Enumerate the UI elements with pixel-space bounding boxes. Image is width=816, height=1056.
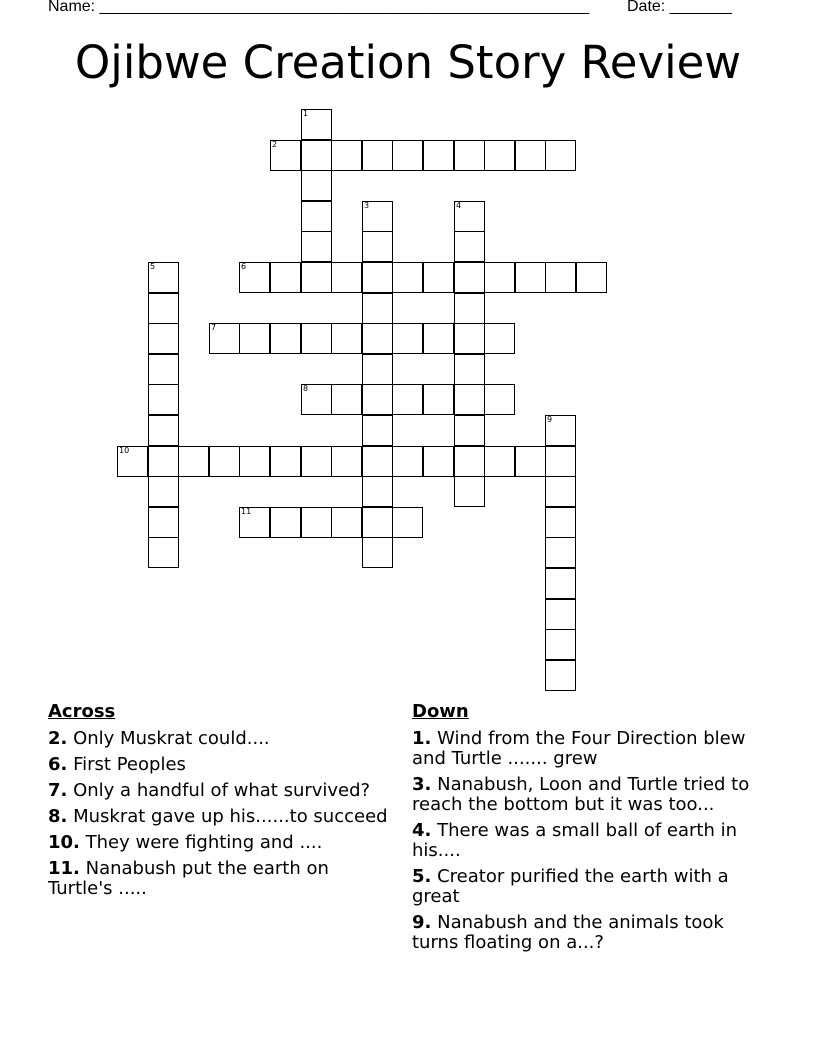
crossword-cell[interactable] <box>301 446 332 477</box>
crossword-cell[interactable] <box>178 446 209 477</box>
crossword-cell[interactable] <box>545 507 576 538</box>
crossword-cell[interactable] <box>362 231 393 262</box>
crossword-cell[interactable] <box>362 446 393 477</box>
crossword-cell[interactable] <box>484 323 515 354</box>
clue-number: 1 <box>303 109 309 118</box>
crossword-cell[interactable] <box>362 537 393 568</box>
crossword-cell[interactable] <box>362 293 393 324</box>
crossword-cell[interactable] <box>301 384 332 415</box>
crossword-cell[interactable] <box>331 507 362 538</box>
crossword-cell[interactable] <box>148 537 179 568</box>
crossword-cell[interactable] <box>362 262 393 293</box>
crossword-cell[interactable] <box>148 262 179 293</box>
crossword-cell[interactable] <box>148 354 179 385</box>
page-title: Ojibwe Creation Story Review <box>74 36 742 89</box>
crossword-cell[interactable] <box>301 507 332 538</box>
crossword-cell[interactable] <box>209 446 240 477</box>
crossword-cell[interactable] <box>454 415 485 446</box>
crossword-cell[interactable] <box>362 507 393 538</box>
crossword-cell[interactable] <box>362 201 393 232</box>
crossword-cell[interactable] <box>515 140 546 171</box>
crossword-cell[interactable] <box>392 384 423 415</box>
across-clue <box>48 859 388 899</box>
clue-number: 3. <box>412 774 432 795</box>
crossword-cell[interactable] <box>301 140 332 171</box>
crossword-cell[interactable] <box>331 140 362 171</box>
clue-number: 9 <box>547 415 553 424</box>
crossword-cell[interactable] <box>454 140 485 171</box>
crossword-cell[interactable] <box>454 323 485 354</box>
down-heading: Down <box>412 701 469 722</box>
name-field[interactable]: Name: _______________________________________________________ <box>48 0 589 15</box>
clue-number: 11 <box>241 507 252 516</box>
down-clue <box>412 729 772 769</box>
clue-text: There was a small ball of earth in his.... <box>412 820 738 861</box>
crossword-cell[interactable] <box>209 323 240 354</box>
clue-number: 6. <box>48 754 68 775</box>
date-field[interactable]: Date: _______ <box>627 0 732 15</box>
clue-number: 9. <box>412 912 432 933</box>
crossword-cell[interactable] <box>392 507 423 538</box>
crossword-cell[interactable] <box>392 140 423 171</box>
clue-text: Muskrat gave up his......to succeed <box>73 806 388 827</box>
crossword-cell[interactable] <box>454 384 485 415</box>
across-clue <box>48 729 388 749</box>
crossword-cell[interactable] <box>148 293 179 324</box>
crossword-cell[interactable] <box>423 446 454 477</box>
crossword-cell[interactable] <box>362 384 393 415</box>
crossword-cell[interactable] <box>148 446 179 477</box>
crossword-cell[interactable] <box>484 384 515 415</box>
crossword-cell[interactable] <box>270 323 301 354</box>
clue-number: 11. <box>48 858 80 879</box>
crossword-cell[interactable] <box>392 262 423 293</box>
crossword-cell[interactable] <box>423 262 454 293</box>
crossword-cell[interactable] <box>270 446 301 477</box>
crossword-cell[interactable] <box>454 201 485 232</box>
across-clue <box>48 833 388 853</box>
crossword-cell[interactable] <box>545 629 576 660</box>
clue-number: 7. <box>48 780 68 801</box>
crossword-cell[interactable] <box>362 323 393 354</box>
crossword-cell[interactable] <box>331 384 362 415</box>
down-clue <box>412 867 772 907</box>
crossword-cell[interactable] <box>545 446 576 477</box>
crossword-cell[interactable] <box>545 415 576 446</box>
crossword-cell[interactable] <box>423 384 454 415</box>
clue-text: Nanabush and the animals took turns floating on a...? <box>412 912 724 953</box>
across-clue <box>48 781 388 801</box>
crossword-cell[interactable] <box>392 446 423 477</box>
crossword-cell[interactable] <box>454 446 485 477</box>
crossword-cell[interactable] <box>239 262 270 293</box>
crossword-cell[interactable] <box>331 323 362 354</box>
clue-number: 6 <box>241 262 247 271</box>
crossword-cell[interactable] <box>239 446 270 477</box>
crossword-cell[interactable] <box>545 140 576 171</box>
crossword-cell[interactable] <box>148 507 179 538</box>
crossword-cell[interactable] <box>148 384 179 415</box>
crossword-cell[interactable] <box>331 262 362 293</box>
crossword-cell[interactable] <box>270 262 301 293</box>
clue-text: They were fighting and .... <box>85 832 323 853</box>
crossword-cell[interactable] <box>484 262 515 293</box>
crossword-cell[interactable] <box>545 660 576 691</box>
across-clue <box>48 807 388 827</box>
across-heading: Across <box>48 701 116 722</box>
crossword-cell[interactable] <box>301 201 332 232</box>
crossword-cell[interactable] <box>515 262 546 293</box>
clue-number: 7 <box>211 323 217 332</box>
crossword-cell[interactable] <box>148 415 179 446</box>
crossword-cell[interactable] <box>239 507 270 538</box>
crossword-cell[interactable] <box>484 140 515 171</box>
clue-number: 5. <box>412 866 432 887</box>
clue-number: 2 <box>272 140 278 149</box>
clue-number: 4. <box>412 820 432 841</box>
crossword-cell[interactable] <box>454 476 485 507</box>
crossword-cell[interactable] <box>484 446 515 477</box>
clue-number: 2. <box>48 728 68 749</box>
down-clue <box>412 821 772 861</box>
crossword-cell[interactable] <box>423 323 454 354</box>
crossword-cell[interactable] <box>545 568 576 599</box>
crossword-cell[interactable] <box>576 262 607 293</box>
crossword-cell[interactable] <box>270 140 301 171</box>
crossword-cell[interactable] <box>362 354 393 385</box>
clue-text: First Peoples <box>73 754 186 775</box>
clue-number: 8. <box>48 806 68 827</box>
crossword-cell[interactable] <box>301 323 332 354</box>
down-clue <box>412 775 772 815</box>
crossword-cell[interactable] <box>301 262 332 293</box>
clue-number: 4 <box>456 201 462 210</box>
clue-text: Nanabush put the earth on Turtle's ..... <box>48 858 329 899</box>
crossword-cell[interactable] <box>454 293 485 324</box>
crossword-cell[interactable] <box>301 170 332 201</box>
clue-number: 3 <box>364 201 370 210</box>
crossword-cell[interactable] <box>362 140 393 171</box>
crossword-cell[interactable] <box>148 476 179 507</box>
crossword-cell[interactable] <box>301 231 332 262</box>
clue-number: 5 <box>150 262 156 271</box>
crossword-cell[interactable] <box>362 476 393 507</box>
clue-number: 1. <box>412 728 432 749</box>
crossword-cell[interactable] <box>117 446 148 477</box>
clue-text: Creator purified the earth with a great <box>412 866 729 907</box>
clue-text: Only a handful of what survived? <box>73 780 371 801</box>
clue-text: Only Muskrat could.... <box>73 728 270 749</box>
crossword-cell[interactable] <box>454 231 485 262</box>
clue-number: 10 <box>119 446 130 455</box>
crossword-cell[interactable] <box>362 415 393 446</box>
crossword-cell[interactable] <box>545 262 576 293</box>
crossword-cell[interactable] <box>331 446 362 477</box>
crossword-cell[interactable] <box>392 323 423 354</box>
crossword-cell[interactable] <box>545 537 576 568</box>
down-clues <box>412 701 772 959</box>
across-clue <box>48 755 388 775</box>
crossword-cell[interactable] <box>301 109 332 140</box>
crossword-cell[interactable] <box>515 446 546 477</box>
down-clue <box>412 913 772 953</box>
crossword-cell[interactable] <box>270 507 301 538</box>
crossword-cell[interactable] <box>545 476 576 507</box>
clue-number: 10. <box>48 832 80 853</box>
clue-text: Wind from the Four Direction blew and Turtle ....... grew <box>412 728 746 769</box>
crossword-cell[interactable] <box>239 323 270 354</box>
crossword-cell[interactable] <box>148 323 179 354</box>
clue-number: 8 <box>303 384 309 393</box>
crossword-cell[interactable] <box>545 599 576 630</box>
clue-text: Nanabush, Loon and Turtle tried to reach the bottom but it was too... <box>412 774 750 815</box>
crossword-cell[interactable] <box>454 354 485 385</box>
across-clues <box>48 701 388 905</box>
crossword-cell[interactable] <box>454 262 485 293</box>
crossword-cell[interactable] <box>423 140 454 171</box>
